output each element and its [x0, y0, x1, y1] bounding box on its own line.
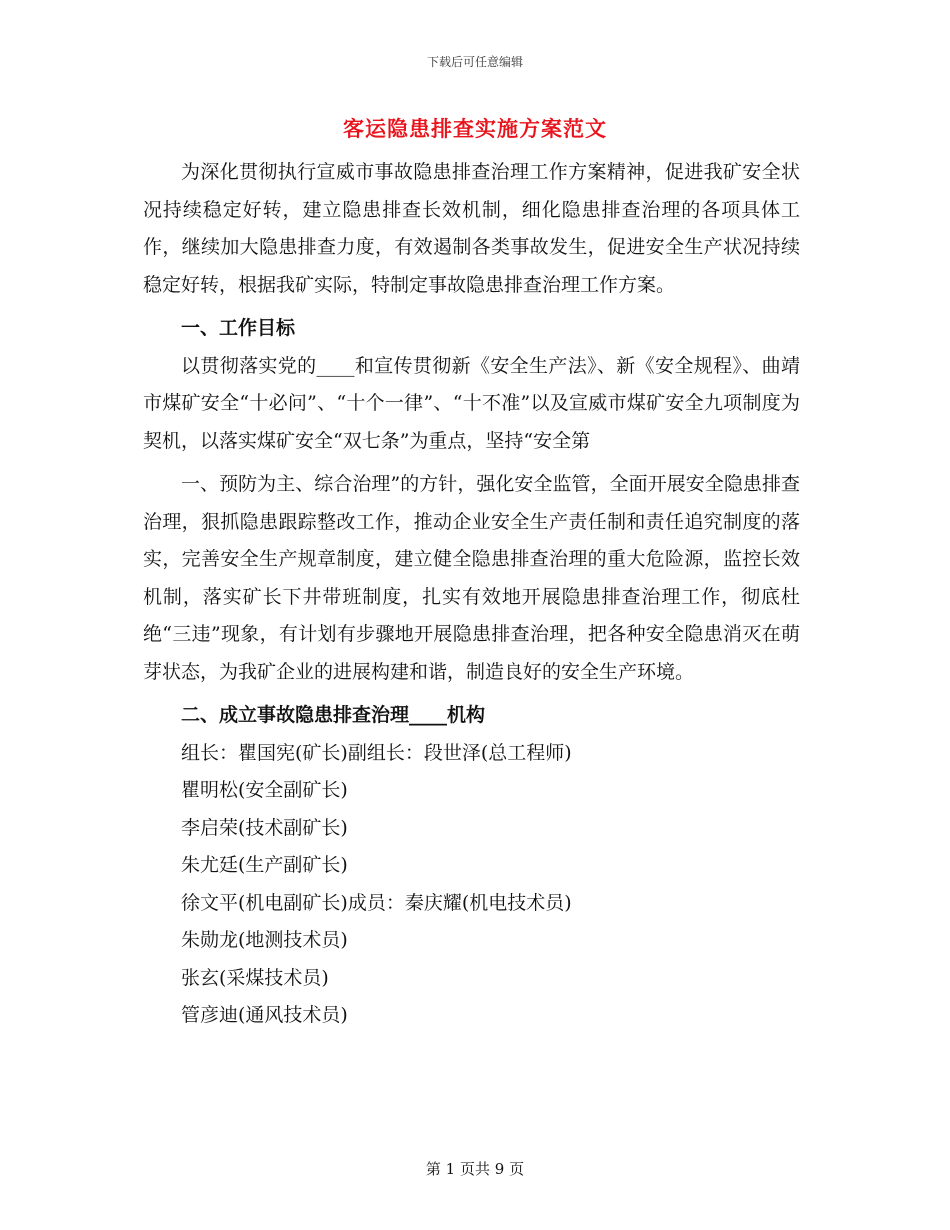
member-line: 徐文平(机电副矿长)成员：秦庆耀(机电技术员) — [181, 891, 572, 914]
goals-paragraph: 以贯彻落实党的____和宣传贯彻新《安全生产法》、新《安全规程》、曲靖市煤矿安全“十必问”、“十个一律”、“十不准”以及宣威市煤矿安全九项制度为契机，以落实煤矿安全“双七条”为重点，坚持“安全第 — [143, 354, 800, 452]
document-body — [143, 154, 800, 1035]
page-number: 第 1 页共 9 页 — [425, 1160, 525, 1178]
policy-paragraph: 一、预防为主、综合治理”的方针，强化安全监管，全面开展安全隐患排查治理，狠抓隐患跟踪整改工作，推动企业安全生产责任制和责任追究制度的落实，完善安全生产规章制度，建立健全隐患排查治理的重大危险源，监控长效机制，落实矿长下井带班制度，扎实有效地开展隐患排查治理工作，彻底杜绝“三违”现象，有计划有步骤地开展隐患排查治理，把各种安全隐患消灭在萌芽状态，为我矿企业的进展构建和谐，制造良好的安全生产环境。 — [143, 473, 800, 683]
header-note: 下载后可任意编辑 — [426, 55, 523, 69]
member-line: 瞿明松(安全副矿长) — [181, 779, 348, 801]
intro-paragraph: 为深化贯彻执行宣威市事故隐患排查治理工作方案精神，促进我矿安全状况持续稳定好转，建立隐患排查长效机制，细化隐患排查治理的各项具体工作，继续加大隐患排查力度，有效遏制各类事故发生，促进安全生产状况持续稳定好转，根据我矿实际，特制定事故隐患排查治理工作方案。 — [143, 161, 800, 296]
member-line: 朱尤廷(生产副矿长) — [181, 854, 348, 876]
document-title: 客运隐患排查实施方案范文 — [343, 116, 607, 141]
section-heading-goals: 一、工作目标 — [181, 317, 296, 339]
member-line: 管彦迪(通风技术员) — [181, 1004, 348, 1026]
member-line: 李启荣(技术副矿长) — [181, 816, 348, 839]
member-line: 张玄(采煤技术员) — [181, 966, 329, 989]
member-line: 组长：瞿国宪(矿长)副组长：段世泽(总工程师) — [181, 741, 572, 764]
section-heading-organization: 二、成立事故隐患排查治理____机构 — [181, 704, 486, 726]
member-line: 朱勋龙(地测技术员) — [181, 929, 348, 951]
